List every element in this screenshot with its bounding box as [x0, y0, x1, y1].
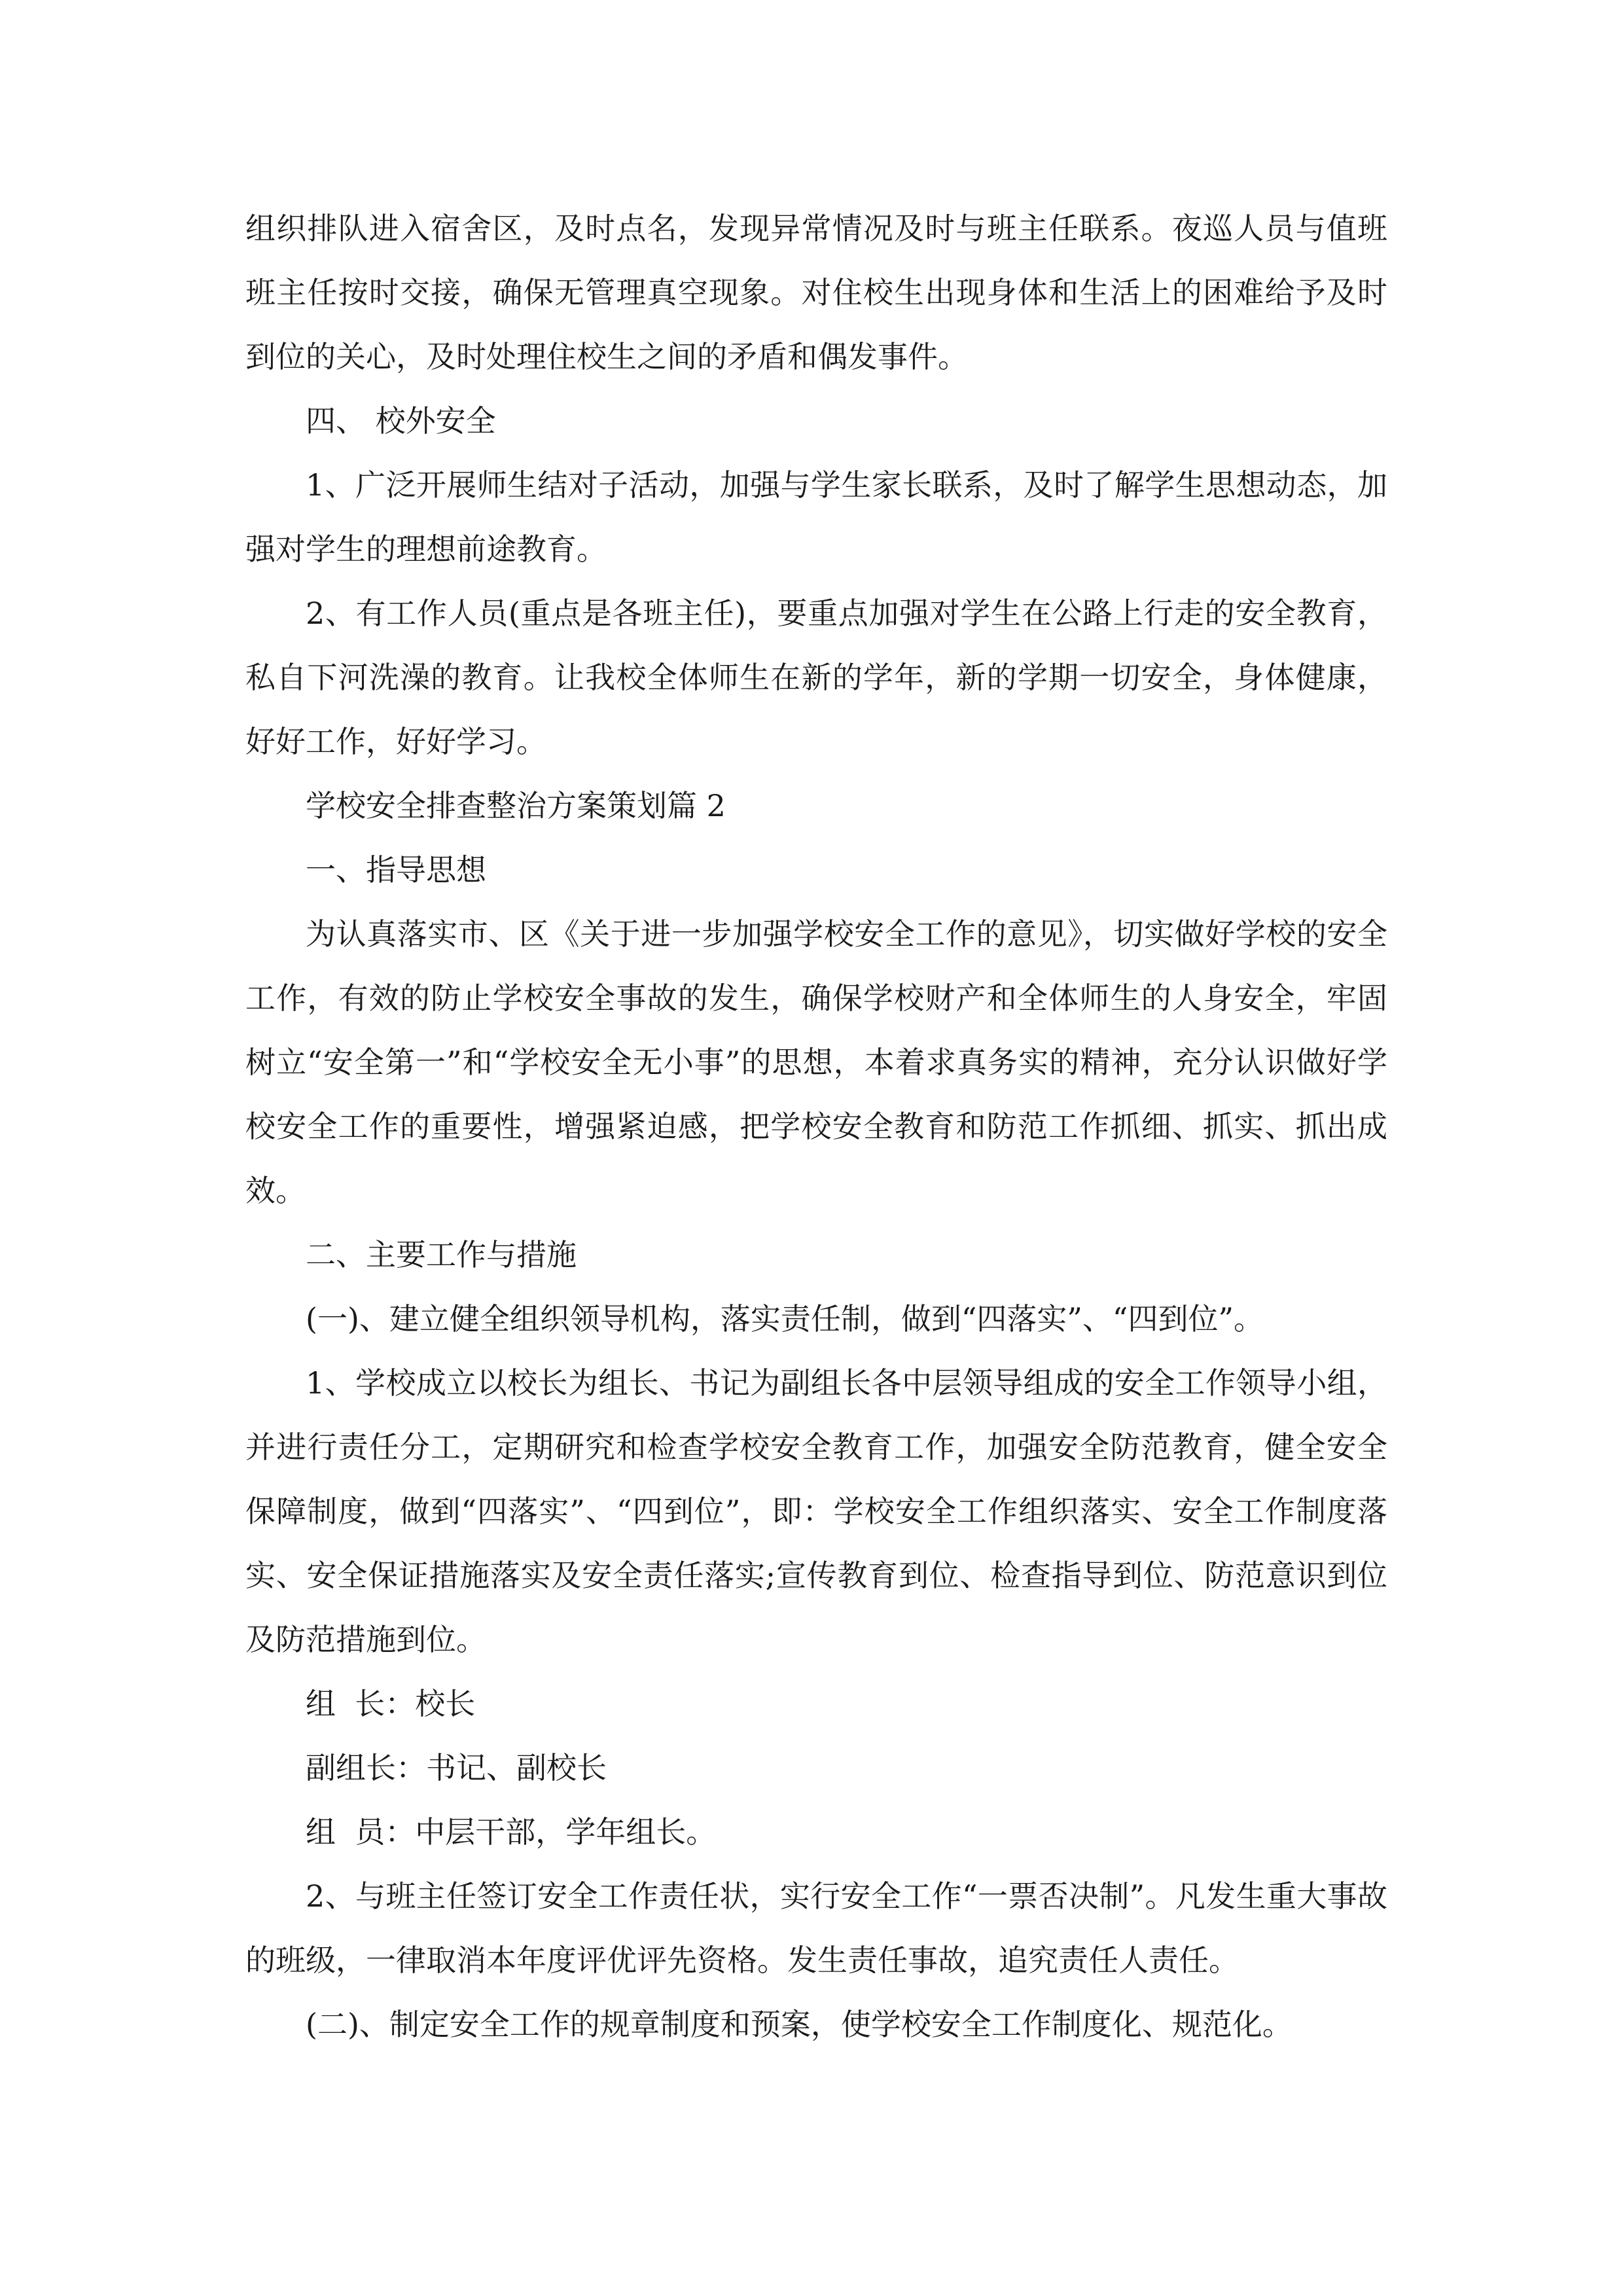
paragraph-leadership-group: 1、学校成立以校长为组长、书记为副组长各中层领导组成的安全工作领导小组，并进行责任分工，定期研究和检查学校安全教育工作，加强安全防范教育，健全安全保障制度，做到“四落实”、“四到位”，即：学校安全工作组织落实、安全工作制度落实、安全保证措施落实及安全责任落实;宣传教育到位、检查指导到位、防范意识到位及防范措施到位。 — [245, 1365, 1387, 1657]
section-title-plan-2: 学校安全排查整治方案策划篇 2 — [306, 788, 726, 823]
heading-guiding-ideology: 一、指导思想 — [306, 852, 486, 888]
role-group-leader: 组 长：校长 — [306, 1686, 476, 1721]
document-body — [245, 196, 1387, 2056]
subheading-rules-regulations: (二)、制定安全工作的规章制度和预案，使学校安全工作制度化、规范化。 — [306, 2007, 1293, 2042]
subheading-organization: (一)、建立健全组织领导机构，落实责任制，做到“四落实”、“四到位”。 — [306, 1301, 1264, 1336]
heading-main-work-measures: 二、主要工作与措施 — [306, 1237, 577, 1272]
paragraph-teacher-student-pairing: 1、广泛开展师生结对子活动，加强与学生家长联系，及时了解学生思想动态，加强对学生的理想前途教育。 — [245, 467, 1387, 567]
paragraph-dormitory-management: 组织排队进入宿舍区，及时点名，发现异常情况及时与班主任联系。夜巡人员与值班班主任按时交接，确保无管理真空现象。对住校生出现身体和生活上的困难给予及时到位的关心，及时处理住校生之间的矛盾和偶发事件。 — [245, 211, 1387, 374]
paragraph-guiding-ideology: 为认真落实市、区《关于进一步加强学校安全工作的意见》，切实做好学校的安全工作，有效的防止学校安全事故的发生，确保学校财产和全体师生的人身安全，牢固树立“安全第一”和“学校安全无小事”的思想，本着求真务实的精神，充分认识做好学校安全工作的重要性，增强紧迫感，把学校安全教育和防范工作抓细、抓实、抓出成效。 — [245, 916, 1387, 1208]
heading-offcampus-safety: 四、 校外安全 — [306, 403, 496, 439]
role-deputy-leader: 副组长：书记、副校长 — [306, 1750, 607, 1785]
paragraph-responsibility-agreement: 2、与班主任签订安全工作责任状，实行安全工作“一票否决制”。凡发生重大事故的班级，一律取消本年度评优评先资格。发生责任事故，追究责任人责任。 — [245, 1878, 1387, 1978]
paragraph-road-safety-education: 2、有工作人员(重点是各班主任)，要重点加强对学生在公路上行走的安全教育，私自下河洗澡的教育。让我校全体师生在新的学年，新的学期一切安全，身体健康，好好工作，好好学习。 — [245, 596, 1387, 759]
role-members: 组 员：中层干部，学年组长。 — [306, 1814, 717, 1850]
